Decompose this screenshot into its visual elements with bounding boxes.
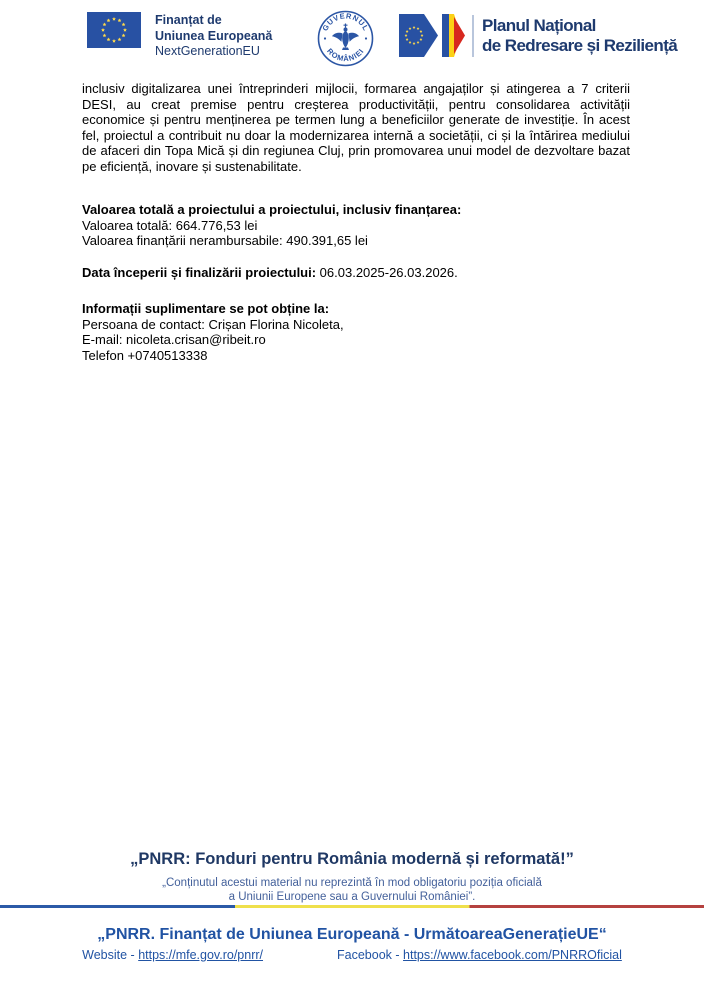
footer-heading: „PNRR. Finanțat de Uniunea Europeană - UrmătoareaGenerațieUE“ [97,926,607,943]
disclaimer-line1: „Conținutul acestui material nu reprezintă în mod obligatoriu poziția oficială [162,877,542,889]
footer-links [0,948,704,962]
eu-logo-line3: NextGenerationEU [155,44,260,58]
value-total: Valoarea totală: 664.776,53 lei [82,217,258,233]
pnrr-logo-text [482,16,677,56]
pnrr-slogan: „PNRR: Fonduri pentru România modernă și reformată!” [130,850,574,868]
contact-person: Persoana de contact: Crișan Florina Nicoleta, [82,316,344,332]
svg-text:GUVERNUL: GUVERNUL [320,11,371,33]
disclaimer [0,876,704,904]
value-grant: Valoarea finanțării nerambursabile: 490.391,65 lei [82,233,368,248]
eu-funded-logo [87,12,272,60]
value-section-heading: Valoarea totală a proiectului a proiectului, inclusiv finanțarea: [82,202,462,217]
pnrr-logo-line1: Planul Național [482,15,596,35]
pnrr-arrows-icon [399,13,465,58]
date-section [82,265,630,281]
gov-seal-icon [317,10,374,67]
website-label: Website - [82,948,139,962]
pnrr-logo [399,13,677,58]
website-link[interactable]: https://mfe.gov.ro/pnrr/ [138,948,264,962]
facebook-link-group [337,948,622,962]
eu-flag-icon [87,12,141,48]
facebook-link[interactable]: https://www.facebook.com/PNRROficial [403,948,622,962]
svg-text:ROMÂNIEI: ROMÂNIEI [325,46,366,64]
website-link-group [82,948,263,962]
pnrr-logo-divider [472,15,474,57]
document-body [82,81,630,363]
header-logos [0,0,704,78]
tricolor-divider [0,905,704,908]
disclaimer-line2: a Uniunii Europene sau a Guvernului României”. [228,891,476,903]
date-label: Data începerii și finalizării proiectului: [82,264,317,280]
date-value: 06.03.2025-26.03.2026. [316,264,458,280]
contact-email: E-mail: nicoleta.crisan@ribeit.ro [82,332,266,347]
contact-heading: Informații suplimentare se pot obține la: [82,301,330,316]
facebook-label: Facebook - [337,948,404,962]
pnrr-logo-line2: de Redresare și Reziliență [482,35,678,55]
body-paragraph: inclusiv digitalizarea unei întreprinderi mijlocii, formarea angajaților și atingerea a 7 criterii DESI, au creat premise pentru creșterea productivității, pentru consolidarea activității economice și pentru menținerea pe termen lung a beneficiilor generate de investiție. În acest fel, proiectul a contribuit nu doar la modernizarea internă a societății, ci și la întărirea mediului de afaceri din Topa Mică și din regiunea Cluj, prin promovarea unui model de dezvoltare bazat pe eficiență, inovare și sustenabilitate. [82,81,630,174]
contact-section [82,301,630,363]
eu-logo-line2: Uniunea Europeană [155,28,273,43]
eu-logo-line1: Finanțat de [155,13,222,27]
eu-logo-text [155,12,272,60]
contact-phone: Telefon +0740513338 [82,347,208,363]
value-section [82,202,630,249]
